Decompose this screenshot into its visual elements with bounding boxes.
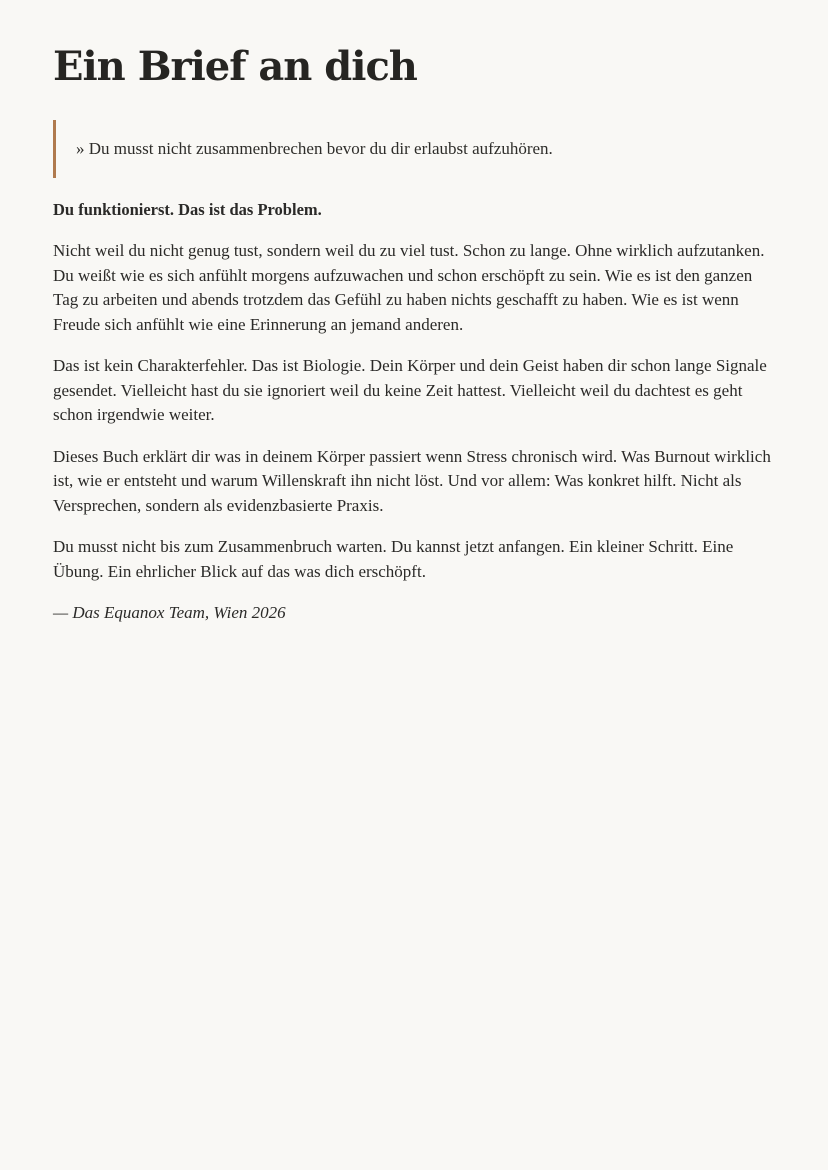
pull-quote-text: » Du musst nicht zusammenbrechen bevor du dir erlaubst aufzuhören. [76, 139, 553, 158]
pull-quote [53, 120, 775, 178]
lead-sentence: Du funktionierst. Das ist das Problem. [53, 200, 322, 219]
body-paragraph-1: Nicht weil du nicht genug tust, sondern weil du zu viel tust. Schon zu lange. Ohne wirklich aufzutanken. Du weißt wie es sich anfühlt morgens aufzuwachen und schon erschöpft zu sein. Wie es ist den ganzen Tag zu arbeiten und abends trotzdem das Gefühl zu haben nichts geschafft zu haben. Wie es ist wenn Freude sich anfühlt wie eine Erinnerung an jemand anderen. [53, 241, 765, 334]
body-paragraph-3: Dieses Buch erklärt dir was in deinem Körper passiert wenn Stress chronisch wird. Was Burnout wirklich ist, wie er entsteht und warum Willenskraft ihn nicht löst. Und vor allem: Was konkret hilft. Nicht als Versprechen, sondern als evidenzbasierte Praxis. [53, 446, 771, 515]
page-title: Ein Brief an dich [53, 43, 417, 90]
body-paragraph-4: Du musst nicht bis zum Zusammenbruch warten. Du kannst jetzt anfangen. Ein kleiner Schritt. Eine Übung. Ein ehrlicher Blick auf das was dich erschöpft. [53, 537, 734, 581]
signature: — Das Equanox Team, Wien 2026 [53, 603, 286, 622]
body-paragraph-2: Das ist kein Charakterfehler. Das ist Biologie. Dein Körper und dein Geist haben dir schon lange Signale gesendet. Vielleicht hast du sie ignoriert weil du keine Zeit hattest. Vielleicht weil du dachtest es geht schon irgendwie weiter. [53, 356, 767, 424]
